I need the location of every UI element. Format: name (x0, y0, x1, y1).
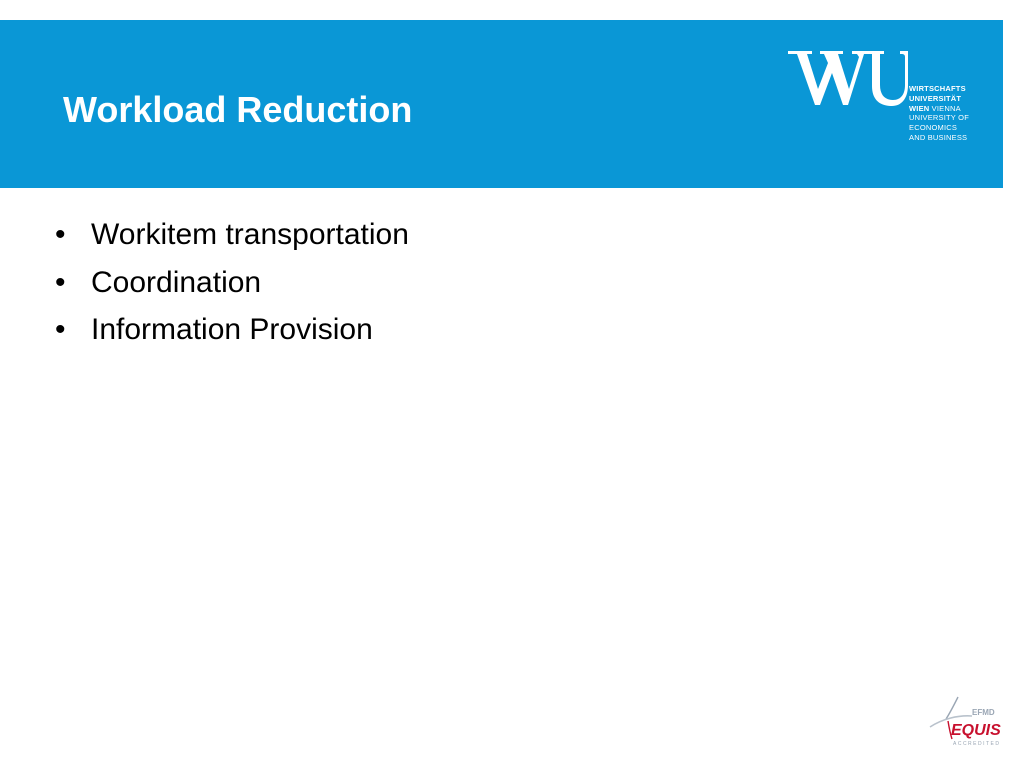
wu-logo (786, 47, 976, 147)
efmd-label: EFMD (972, 708, 995, 717)
wu-wordmark-line: UNIVERSITY OF (909, 113, 969, 123)
bullet-text: Coordination (91, 265, 262, 299)
bullet-text: Information Provision (91, 313, 373, 346)
slide-title: Workload Reduction (63, 89, 413, 130)
bullet-marker: • (55, 313, 66, 346)
wu-mark-icon (786, 47, 908, 109)
wu-wordmark-line: WIRTSCHAFTS (909, 84, 966, 93)
wu-wordmark-line: ECONOMICS (909, 123, 958, 133)
wu-wordmark (909, 84, 969, 143)
wu-wordmark-line: WIEN VIENNA (909, 103, 961, 113)
wu-wordmark-line: AND BUSINESS (909, 132, 968, 142)
bullet-item (55, 213, 409, 261)
bullet-text: Workitem transportation (91, 218, 409, 251)
bullet-item (55, 261, 409, 309)
bullet-list (55, 213, 409, 356)
bullet-marker: • (55, 218, 66, 251)
wu-wordmark-line: UNIVERSITÄT (909, 93, 962, 103)
equis-logo (928, 695, 1006, 753)
accredited-label: ACCREDITED (953, 741, 1001, 747)
equis-label: EQUIS (951, 722, 1001, 739)
bullet-marker: • (55, 265, 66, 299)
bullet-item (55, 308, 409, 356)
